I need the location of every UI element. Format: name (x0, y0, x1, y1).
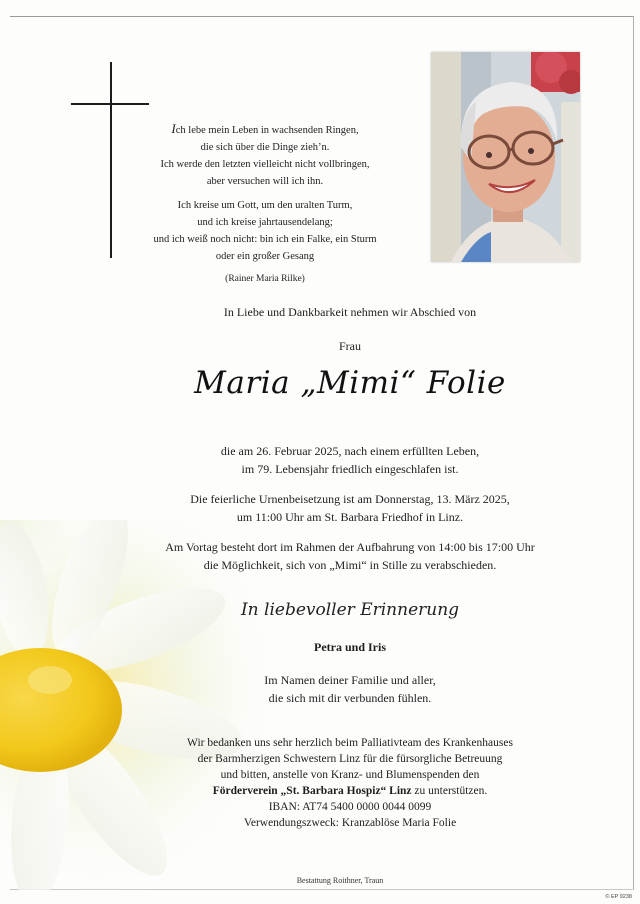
poem-line-4: aber versuchen will ich ihn. (206, 176, 324, 187)
poem-line-7: und ich weiß noch nicht: bin ich ein Falke, ein Sturm (153, 234, 377, 245)
family-line-2: die sich mit dir verbunden fühlen. (268, 691, 432, 705)
viewing-notice (0, 538, 640, 574)
poem-line-1-text: ch lebe mein Leben in wachsenden Ringen, (175, 125, 359, 136)
mourners: Petra und Iris (314, 640, 386, 654)
poem-dropcap: I (171, 121, 176, 136)
poem-line-1 (140, 120, 390, 139)
poem-author: (Rainer Maria Rilke) (225, 274, 305, 284)
poem-line-2: die sich über die Dinge zieh’n. (200, 142, 330, 153)
thanks-note (0, 735, 640, 831)
hospice-association: Förderverein „St. Barbara Hospiz“ Linz (212, 785, 412, 797)
thanks-line-4 (0, 783, 640, 799)
poem-line-6: und ich kreise jahrtausendelang; (197, 217, 333, 228)
viewing-line-1: Am Vortag besteht dort im Rahmen der Aufbahrung von 14:00 bis 17:00 Uhr (165, 540, 535, 554)
thanks-line-2: der Barmherzigen Schwestern Linz für die fürsorgliche Betreuung (197, 753, 503, 765)
salutation: Frau (339, 339, 361, 353)
poem-line-3: Ich werde den letzten vielleicht nicht vollbringen, (160, 159, 370, 170)
funeral-line-1: Die feierliche Urnenbeisetzung ist am Donnerstag, 13. März 2025, (190, 492, 510, 506)
memory-heading: In liebevoller Erinnerung (240, 600, 460, 620)
cross-horizontal-bar (71, 103, 149, 105)
iban: IBAN: AT74 5400 0000 0044 0099 (268, 801, 432, 813)
death-line-2: im 79. Lebensjahr friedlich eingeschlafen ist. (241, 462, 459, 476)
family-line-1: Im Namen deiner Familie und aller, (264, 673, 436, 687)
funeral-line-2: um 11:00 Uhr am St. Barbara Friedhof in Linz. (236, 510, 464, 524)
cross-vertical-bar (110, 62, 112, 258)
portrait-photo (431, 52, 580, 262)
death-notice (0, 442, 640, 478)
top-border (10, 16, 634, 17)
template-code: © EP 9238 (605, 894, 632, 900)
deceased-name: Maria „Mimi“ Folie (194, 365, 506, 401)
intro-text: In Liebe und Dankbarkeit nehmen wir Abschied von (223, 305, 477, 319)
poem (140, 120, 390, 288)
poem-line-5: Ich kreise um Gott, um den uralten Turm, (177, 200, 353, 211)
funeral-home: Bestattung Roithner, Traun (296, 876, 384, 885)
death-line-1: die am 26. Februar 2025, nach einem erfüllten Leben, (220, 444, 480, 458)
thanks-line-3: und bitten, anstelle von Kranz- und Blumenspenden den (220, 769, 480, 781)
thanks-line-1: Wir bedanken uns sehr herzlich beim Palliativteam des Krankenhauses (187, 737, 513, 749)
poem-line-8: oder ein großer Gesang (215, 251, 315, 262)
viewing-line-2: die Möglichkeit, sich von „Mimi“ in Stille zu verabschieden. (203, 558, 497, 572)
thanks-line-4-rest: zu unterstützen. (411, 785, 488, 797)
payment-reference: Verwendungszweck: Kranzablöse Maria Folie (243, 817, 457, 829)
family-note (0, 671, 640, 707)
funeral-notice (0, 490, 640, 526)
